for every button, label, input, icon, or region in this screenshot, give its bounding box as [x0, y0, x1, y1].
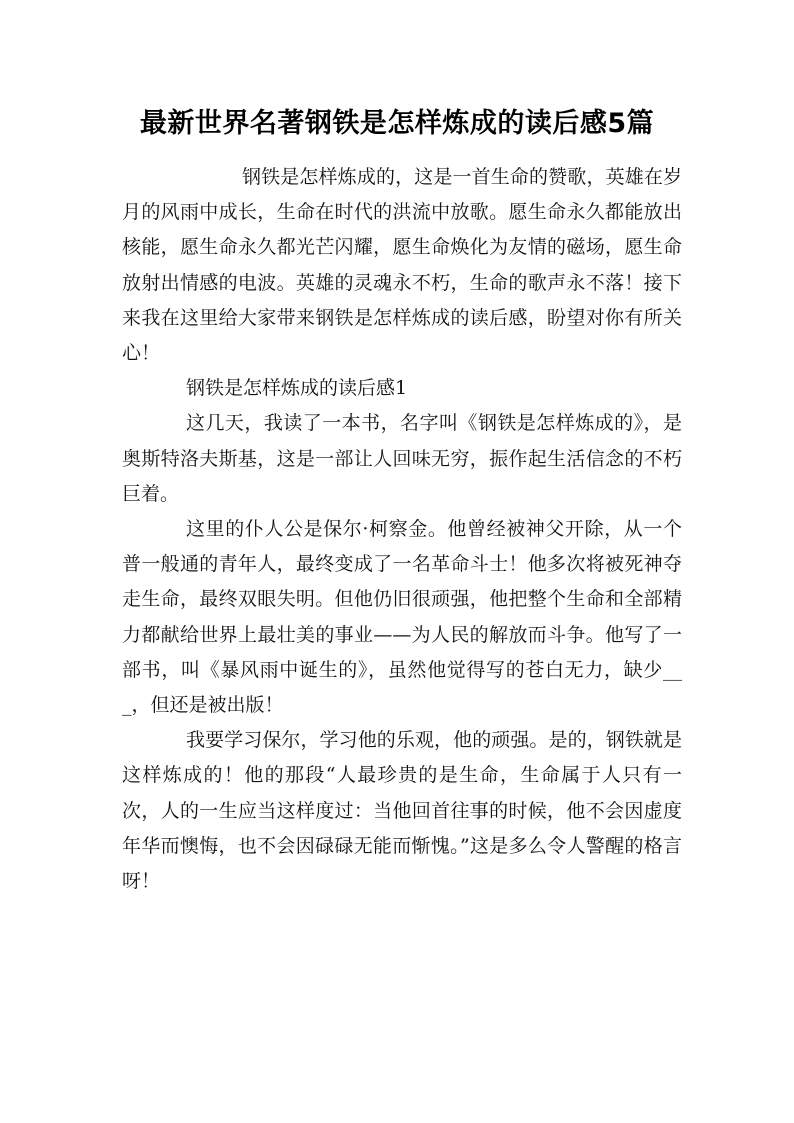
body-paragraph-2: 这里的仆人公是保尔·柯察金。他曾经被神父开除，从一个普一般通的青年人，最终变成了一名革命斗士！他多次将被死神夺走生命，最终双眼失明。但他仍旧很顽强，他把整个生命和全部精力都献给世界上最壮美的事业——为人民的解放而斗争。他写了一部书，叫《暴风雨中诞生的》，虽然他觉得写的苍白无力，缺少___，但还是被出版！: [122, 518, 682, 717]
article-body: [122, 160, 682, 899]
section-heading: 钢铁是怎样炼成的读后感1: [186, 377, 408, 400]
body-paragraph-3: 我要学习保尔，学习他的乐观，他的顽强。是的，钢铁就是这样炼成的！他的那段“人最珍贵的是生命，生命属于人只有一次，人的一生应当这样度过：当他回首往事的时候，他不会因虚度年华而懊悔，也不会因碌碌无能而惭愧。”这是多么令人警醒的格言呀！: [122, 729, 682, 893]
body-paragraph-1: 这几天，我读了一本书，名字叫《钢铁是怎样炼成的》，是奥斯特洛夫斯基，这是一部让人回味无穷，振作起生活信念的不朽巨着。: [122, 412, 682, 505]
intro-paragraph: 钢铁是怎样炼成的，这是一首生命的赞歌，英雄在岁月的风雨中成长，生命在时代的洪流中放歌。愿生命永久都能放出核能，愿生命永久都光芒闪耀，愿生命焕化为友情的磁场，愿生命放射出情感的电波。英雄的灵魂永不朽，生命的歌声永不落！接下来我在这里给大家带来钢铁是怎样炼成的读后感，盼望对你有所关心！: [122, 166, 682, 365]
page-title: 最新世界名著钢铁是怎样炼成的读后感5篇: [139, 108, 655, 139]
